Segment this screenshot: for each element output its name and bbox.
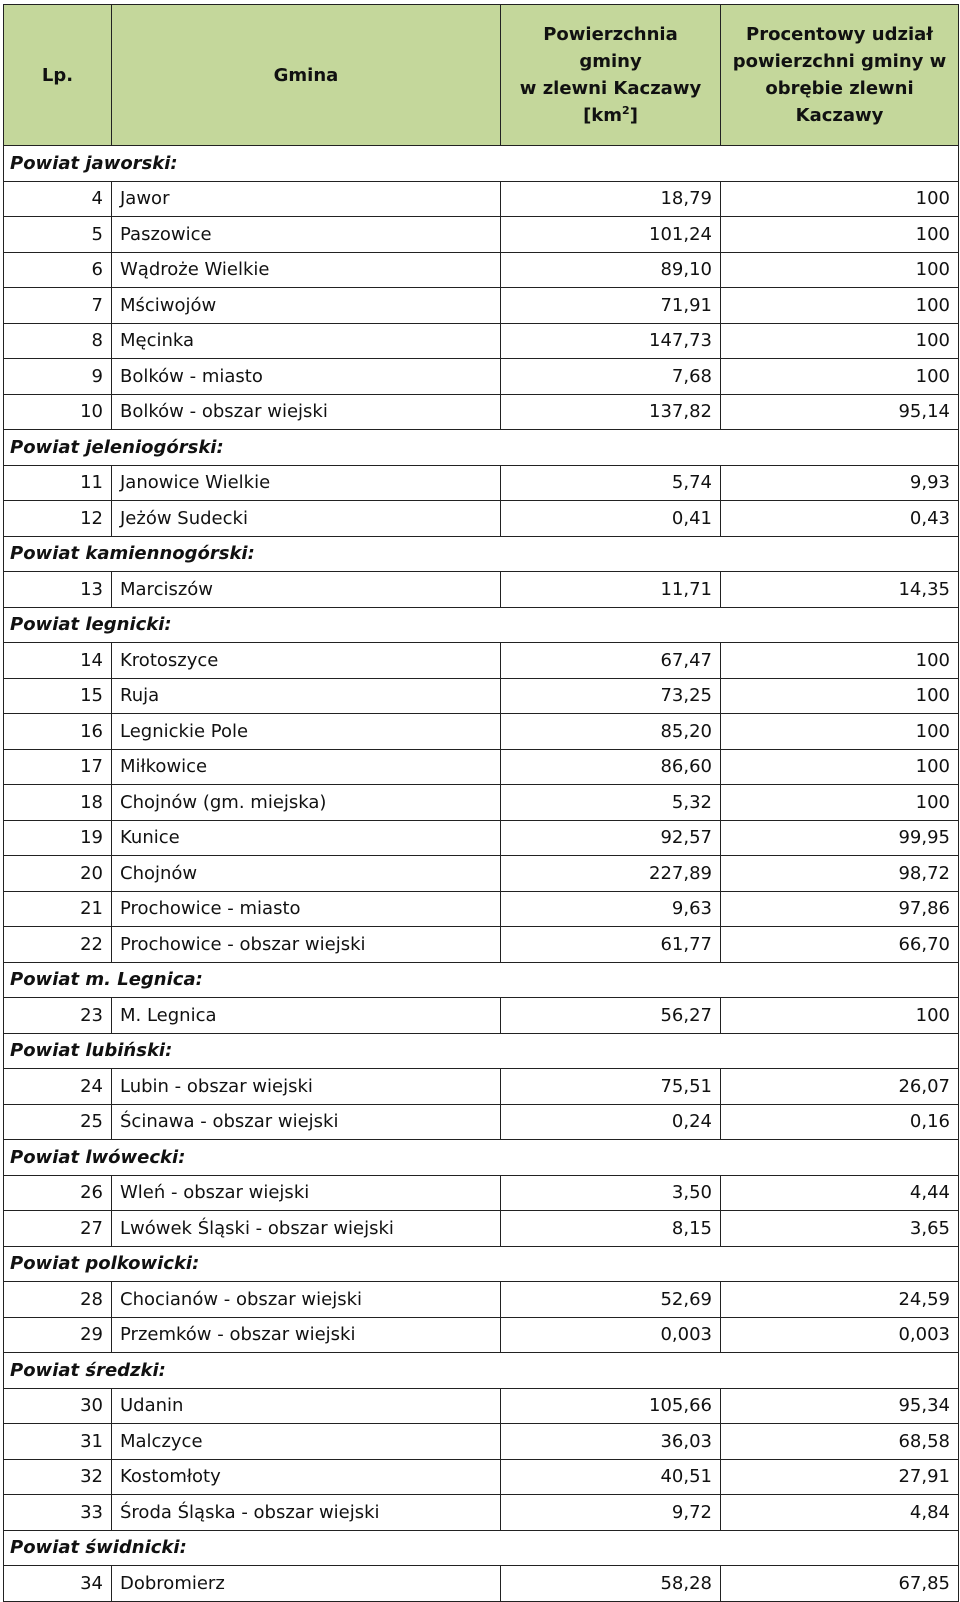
cell-gmina: Ruja bbox=[112, 678, 501, 714]
cell-share: 0,43 bbox=[721, 501, 959, 537]
cell-share: 100 bbox=[721, 359, 959, 395]
cell-share: 98,72 bbox=[721, 856, 959, 892]
cell-share: 100 bbox=[721, 785, 959, 821]
group-row bbox=[4, 1353, 959, 1389]
group-label: Powiat kamiennogórski: bbox=[4, 536, 959, 572]
table-header-row bbox=[4, 5, 959, 146]
table-row bbox=[4, 501, 959, 537]
cell-area: 11,71 bbox=[501, 572, 721, 608]
cell-gmina: Prochowice - miasto bbox=[112, 891, 501, 927]
table-row bbox=[4, 1211, 959, 1247]
cell-lp: 9 bbox=[4, 359, 112, 395]
cell-area: 67,47 bbox=[501, 643, 721, 679]
cell-share: 24,59 bbox=[721, 1282, 959, 1318]
cell-gmina: Ścinawa - obszar wiejski bbox=[112, 1104, 501, 1140]
cell-share: 4,44 bbox=[721, 1175, 959, 1211]
cell-lp: 20 bbox=[4, 856, 112, 892]
cell-share: 4,84 bbox=[721, 1495, 959, 1531]
cell-share: 95,14 bbox=[721, 394, 959, 430]
table-row bbox=[4, 998, 959, 1034]
cell-area: 86,60 bbox=[501, 749, 721, 785]
cell-lp: 30 bbox=[4, 1388, 112, 1424]
cell-lp: 17 bbox=[4, 749, 112, 785]
cell-lp: 34 bbox=[4, 1566, 112, 1602]
group-label: Powiat jeleniogórski: bbox=[4, 430, 959, 466]
cell-area: 18,79 bbox=[501, 181, 721, 217]
cell-gmina: Lubin - obszar wiejski bbox=[112, 1069, 501, 1105]
cell-lp: 5 bbox=[4, 217, 112, 253]
cell-area: 227,89 bbox=[501, 856, 721, 892]
cell-gmina: Męcinka bbox=[112, 323, 501, 359]
cell-area: 71,91 bbox=[501, 288, 721, 324]
table-row bbox=[4, 394, 959, 430]
cell-lp: 13 bbox=[4, 572, 112, 608]
cell-gmina: Kunice bbox=[112, 820, 501, 856]
cell-area: 73,25 bbox=[501, 678, 721, 714]
cell-lp: 10 bbox=[4, 394, 112, 430]
cell-area: 8,15 bbox=[501, 1211, 721, 1247]
table-row bbox=[4, 749, 959, 785]
cell-share: 14,35 bbox=[721, 572, 959, 608]
cell-area: 0,24 bbox=[501, 1104, 721, 1140]
group-label: Powiat polkowicki: bbox=[4, 1246, 959, 1282]
cell-gmina: Kostomłoty bbox=[112, 1459, 501, 1495]
cell-lp: 15 bbox=[4, 678, 112, 714]
cell-lp: 11 bbox=[4, 465, 112, 501]
cell-gmina: Chocianów - obszar wiejski bbox=[112, 1282, 501, 1318]
header-area-unit-post: ] bbox=[629, 105, 638, 126]
cell-share: 100 bbox=[721, 181, 959, 217]
cell-area: 85,20 bbox=[501, 714, 721, 750]
cell-lp: 27 bbox=[4, 1211, 112, 1247]
cell-share: 100 bbox=[721, 714, 959, 750]
cell-lp: 25 bbox=[4, 1104, 112, 1140]
table-row bbox=[4, 572, 959, 608]
cell-lp: 23 bbox=[4, 998, 112, 1034]
table-row bbox=[4, 323, 959, 359]
cell-share: 0,003 bbox=[721, 1317, 959, 1353]
cell-area: 105,66 bbox=[501, 1388, 721, 1424]
cell-lp: 7 bbox=[4, 288, 112, 324]
cell-lp: 8 bbox=[4, 323, 112, 359]
cell-gmina: Mściwojów bbox=[112, 288, 501, 324]
cell-share: 100 bbox=[721, 749, 959, 785]
table-row bbox=[4, 252, 959, 288]
header-area bbox=[501, 5, 721, 146]
cell-share: 100 bbox=[721, 998, 959, 1034]
cell-area: 147,73 bbox=[501, 323, 721, 359]
table-row bbox=[4, 785, 959, 821]
group-row bbox=[4, 962, 959, 998]
table-row bbox=[4, 1317, 959, 1353]
cell-share: 100 bbox=[721, 288, 959, 324]
cell-lp: 6 bbox=[4, 252, 112, 288]
group-row bbox=[4, 1530, 959, 1566]
cell-lp: 18 bbox=[4, 785, 112, 821]
table-row bbox=[4, 1388, 959, 1424]
cell-share: 27,91 bbox=[721, 1459, 959, 1495]
cell-area: 36,03 bbox=[501, 1424, 721, 1460]
header-gmina: Gmina bbox=[112, 5, 501, 146]
group-row bbox=[4, 536, 959, 572]
cell-lp: 22 bbox=[4, 927, 112, 963]
table-row bbox=[4, 1566, 959, 1602]
cell-gmina: Środa Śląska - obszar wiejski bbox=[112, 1495, 501, 1531]
header-share: Procentowy udział powierzchni gminy w obrębie zlewni Kaczawy bbox=[721, 5, 959, 146]
cell-gmina: Lwówek Śląski - obszar wiejski bbox=[112, 1211, 501, 1247]
table-row bbox=[4, 927, 959, 963]
cell-area: 5,32 bbox=[501, 785, 721, 821]
group-label: Powiat lwówecki: bbox=[4, 1140, 959, 1176]
table-row bbox=[4, 643, 959, 679]
group-row bbox=[4, 1246, 959, 1282]
cell-area: 56,27 bbox=[501, 998, 721, 1034]
cell-share: 66,70 bbox=[721, 927, 959, 963]
cell-share: 26,07 bbox=[721, 1069, 959, 1105]
header-area-unit-pre: [km bbox=[583, 105, 623, 126]
cell-gmina: Prochowice - obszar wiejski bbox=[112, 927, 501, 963]
cell-area: 58,28 bbox=[501, 1566, 721, 1602]
header-area-line2: w zlewni Kaczawy bbox=[519, 78, 702, 99]
cell-gmina: Paszowice bbox=[112, 217, 501, 253]
table-row bbox=[4, 1282, 959, 1318]
cell-gmina: Chojnów bbox=[112, 856, 501, 892]
cell-share: 100 bbox=[721, 678, 959, 714]
cell-area: 137,82 bbox=[501, 394, 721, 430]
cell-gmina: Legnickie Pole bbox=[112, 714, 501, 750]
cell-share: 3,65 bbox=[721, 1211, 959, 1247]
cell-area: 40,51 bbox=[501, 1459, 721, 1495]
group-row bbox=[4, 607, 959, 643]
cell-gmina: Marciszów bbox=[112, 572, 501, 608]
cell-gmina: Wleń - obszar wiejski bbox=[112, 1175, 501, 1211]
table-body bbox=[4, 146, 959, 1602]
table-row bbox=[4, 714, 959, 750]
table-row bbox=[4, 820, 959, 856]
cell-gmina: Bolków - obszar wiejski bbox=[112, 394, 501, 430]
cell-share: 100 bbox=[721, 643, 959, 679]
group-label: Powiat legnicki: bbox=[4, 607, 959, 643]
table-row bbox=[4, 217, 959, 253]
cell-gmina: Dobromierz bbox=[112, 1566, 501, 1602]
group-row bbox=[4, 146, 959, 182]
cell-area: 9,72 bbox=[501, 1495, 721, 1531]
header-area-unit-sup: 2 bbox=[622, 104, 630, 117]
cell-share: 67,85 bbox=[721, 1566, 959, 1602]
cell-gmina: Janowice Wielkie bbox=[112, 465, 501, 501]
cell-lp: 29 bbox=[4, 1317, 112, 1353]
gmina-table bbox=[3, 4, 959, 1602]
cell-area: 61,77 bbox=[501, 927, 721, 963]
cell-gmina: Malczyce bbox=[112, 1424, 501, 1460]
cell-share: 97,86 bbox=[721, 891, 959, 927]
table-row bbox=[4, 1069, 959, 1105]
cell-gmina: Przemków - obszar wiejski bbox=[112, 1317, 501, 1353]
cell-area: 0,41 bbox=[501, 501, 721, 537]
table-row bbox=[4, 1424, 959, 1460]
cell-share: 9,93 bbox=[721, 465, 959, 501]
group-row bbox=[4, 1033, 959, 1069]
table-row bbox=[4, 891, 959, 927]
table-row bbox=[4, 181, 959, 217]
cell-lp: 21 bbox=[4, 891, 112, 927]
cell-gmina: Krotoszyce bbox=[112, 643, 501, 679]
cell-lp: 19 bbox=[4, 820, 112, 856]
cell-lp: 31 bbox=[4, 1424, 112, 1460]
cell-gmina: Wądroże Wielkie bbox=[112, 252, 501, 288]
cell-lp: 4 bbox=[4, 181, 112, 217]
table-row bbox=[4, 1495, 959, 1531]
cell-gmina: Udanin bbox=[112, 1388, 501, 1424]
cell-area: 92,57 bbox=[501, 820, 721, 856]
group-label: Powiat średzki: bbox=[4, 1353, 959, 1389]
table-row bbox=[4, 678, 959, 714]
cell-lp: 24 bbox=[4, 1069, 112, 1105]
cell-lp: 16 bbox=[4, 714, 112, 750]
cell-area: 75,51 bbox=[501, 1069, 721, 1105]
group-label: Powiat jaworski: bbox=[4, 146, 959, 182]
cell-gmina: M. Legnica bbox=[112, 998, 501, 1034]
cell-gmina: Miłkowice bbox=[112, 749, 501, 785]
cell-gmina: Chojnów (gm. miejska) bbox=[112, 785, 501, 821]
cell-lp: 14 bbox=[4, 643, 112, 679]
table-row bbox=[4, 465, 959, 501]
cell-share: 100 bbox=[721, 323, 959, 359]
cell-area: 7,68 bbox=[501, 359, 721, 395]
cell-lp: 12 bbox=[4, 501, 112, 537]
table-row bbox=[4, 1175, 959, 1211]
group-label: Powiat m. Legnica: bbox=[4, 962, 959, 998]
cell-area: 3,50 bbox=[501, 1175, 721, 1211]
header-area-line1: Powierzchnia gminy bbox=[543, 24, 678, 72]
cell-area: 9,63 bbox=[501, 891, 721, 927]
cell-gmina: Jawor bbox=[112, 181, 501, 217]
cell-share: 68,58 bbox=[721, 1424, 959, 1460]
cell-area: 5,74 bbox=[501, 465, 721, 501]
table-row bbox=[4, 1459, 959, 1495]
cell-share: 95,34 bbox=[721, 1388, 959, 1424]
cell-gmina: Bolków - miasto bbox=[112, 359, 501, 395]
cell-lp: 32 bbox=[4, 1459, 112, 1495]
cell-share: 100 bbox=[721, 217, 959, 253]
cell-gmina: Jeżów Sudecki bbox=[112, 501, 501, 537]
cell-area: 52,69 bbox=[501, 1282, 721, 1318]
group-row bbox=[4, 1140, 959, 1176]
cell-share: 99,95 bbox=[721, 820, 959, 856]
cell-share: 0,16 bbox=[721, 1104, 959, 1140]
cell-area: 101,24 bbox=[501, 217, 721, 253]
cell-area: 89,10 bbox=[501, 252, 721, 288]
table-row bbox=[4, 856, 959, 892]
table-row bbox=[4, 359, 959, 395]
header-lp: Lp. bbox=[4, 5, 112, 146]
table-row bbox=[4, 1104, 959, 1140]
group-row bbox=[4, 430, 959, 466]
group-label: Powiat lubiński: bbox=[4, 1033, 959, 1069]
cell-area: 0,003 bbox=[501, 1317, 721, 1353]
cell-share: 100 bbox=[721, 252, 959, 288]
cell-lp: 28 bbox=[4, 1282, 112, 1318]
group-label: Powiat świdnicki: bbox=[4, 1530, 959, 1566]
cell-lp: 33 bbox=[4, 1495, 112, 1531]
table-row bbox=[4, 288, 959, 324]
cell-lp: 26 bbox=[4, 1175, 112, 1211]
